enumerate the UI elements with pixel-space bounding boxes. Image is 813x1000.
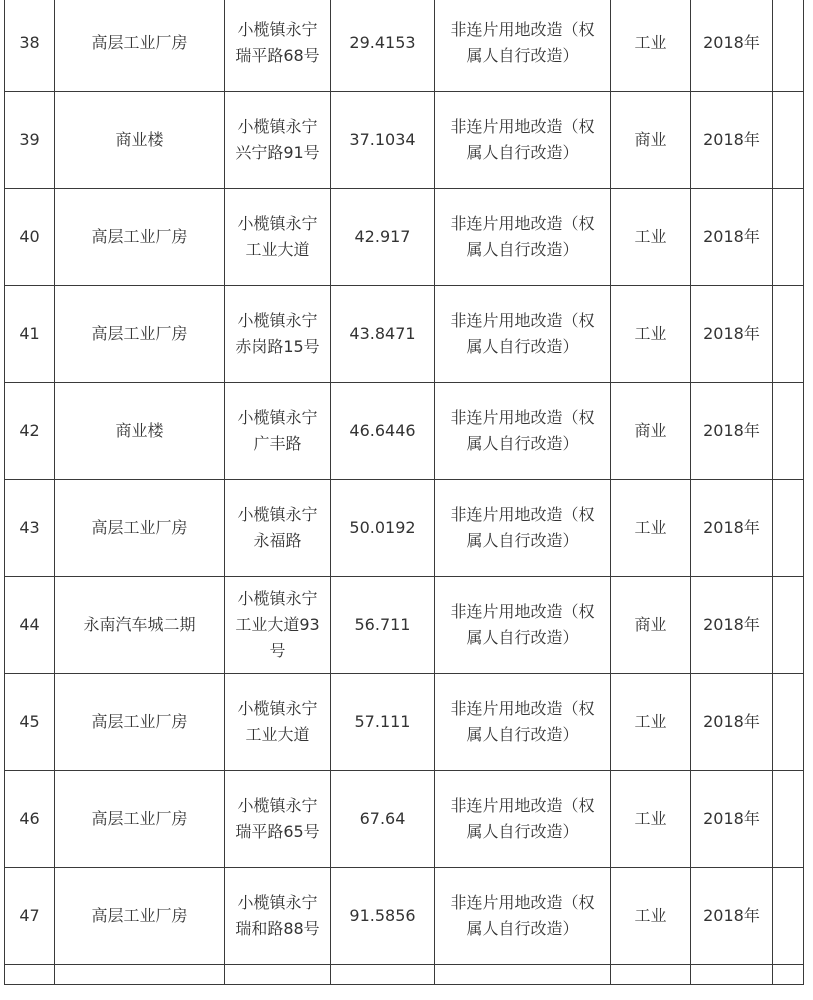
- row-number: 41: [5, 286, 55, 383]
- project-address: 小榄镇永宁赤岗路15号: [225, 286, 331, 383]
- row-number: 38: [5, 0, 55, 92]
- project-address: 小榄镇永宁工业大道: [225, 674, 331, 771]
- extra-column-cell: [773, 286, 804, 383]
- project-area: 50.0192: [331, 480, 435, 577]
- project-area: 56.711: [331, 577, 435, 674]
- land-use: 工业: [611, 480, 691, 577]
- empty-cell: [611, 965, 691, 985]
- project-name: 高层工业厂房: [55, 0, 225, 92]
- extra-column-cell: [773, 383, 804, 480]
- row-number: 43: [5, 480, 55, 577]
- project-name: 高层工业厂房: [55, 868, 225, 965]
- extra-column-cell: [773, 0, 804, 92]
- renovation-year: 2018年: [691, 92, 773, 189]
- empty-cell: [5, 965, 55, 985]
- project-address: 小榄镇永宁广丰路: [225, 383, 331, 480]
- project-name: 高层工业厂房: [55, 286, 225, 383]
- renovation-year: 2018年: [691, 383, 773, 480]
- renovation-method: 非连片用地改造（权属人自行改造）: [435, 868, 611, 965]
- row-number: 47: [5, 868, 55, 965]
- project-area: 67.64: [331, 771, 435, 868]
- project-area: 37.1034: [331, 92, 435, 189]
- extra-column-cell: [773, 189, 804, 286]
- land-use: 工业: [611, 771, 691, 868]
- project-name: 永南汽车城二期: [55, 577, 225, 674]
- row-number: 44: [5, 577, 55, 674]
- row-number: 39: [5, 92, 55, 189]
- extra-column-cell: [773, 92, 804, 189]
- project-area: 57.111: [331, 674, 435, 771]
- project-area: 46.6446: [331, 383, 435, 480]
- renovation-year: 2018年: [691, 0, 773, 92]
- land-renovation-table: [4, 0, 804, 985]
- renovation-year: 2018年: [691, 771, 773, 868]
- project-name: 高层工业厂房: [55, 771, 225, 868]
- land-use: 工业: [611, 286, 691, 383]
- extra-column-cell: [773, 577, 804, 674]
- extra-column-cell: [773, 480, 804, 577]
- project-area: 43.8471: [331, 286, 435, 383]
- table-row: [5, 674, 804, 771]
- project-name: 商业楼: [55, 92, 225, 189]
- project-name: 高层工业厂房: [55, 189, 225, 286]
- renovation-year: 2018年: [691, 286, 773, 383]
- row-number: 45: [5, 674, 55, 771]
- extra-column-cell: [773, 771, 804, 868]
- extra-column-cell: [773, 674, 804, 771]
- renovation-year: 2018年: [691, 577, 773, 674]
- project-name: 高层工业厂房: [55, 674, 225, 771]
- project-area: 29.4153: [331, 0, 435, 92]
- table-row: [5, 480, 804, 577]
- project-address: 小榄镇永宁工业大道: [225, 189, 331, 286]
- table-row: [5, 286, 804, 383]
- land-use: 工业: [611, 868, 691, 965]
- renovation-method: 非连片用地改造（权属人自行改造）: [435, 383, 611, 480]
- project-address: 小榄镇永宁瑞平路68号: [225, 0, 331, 92]
- table-row: [5, 577, 804, 674]
- renovation-method: 非连片用地改造（权属人自行改造）: [435, 189, 611, 286]
- project-address: 小榄镇永宁永福路: [225, 480, 331, 577]
- row-number: 42: [5, 383, 55, 480]
- project-name: 商业楼: [55, 383, 225, 480]
- project-address: 小榄镇永宁兴宁路91号: [225, 92, 331, 189]
- project-address: 小榄镇永宁瑞平路65号: [225, 771, 331, 868]
- land-use: 商业: [611, 577, 691, 674]
- table-row-partial: [5, 965, 804, 985]
- table-body: [5, 0, 804, 985]
- renovation-year: 2018年: [691, 189, 773, 286]
- renovation-year: 2018年: [691, 674, 773, 771]
- land-use: 工业: [611, 674, 691, 771]
- empty-cell: [435, 965, 611, 985]
- renovation-method: 非连片用地改造（权属人自行改造）: [435, 577, 611, 674]
- table-row: [5, 383, 804, 480]
- renovation-method: 非连片用地改造（权属人自行改造）: [435, 0, 611, 92]
- project-address: 小榄镇永宁瑞和路88号: [225, 868, 331, 965]
- renovation-method: 非连片用地改造（权属人自行改造）: [435, 480, 611, 577]
- project-name: 高层工业厂房: [55, 480, 225, 577]
- table-row: [5, 0, 804, 92]
- project-area: 42.917: [331, 189, 435, 286]
- empty-cell: [225, 965, 331, 985]
- land-use: 工业: [611, 189, 691, 286]
- renovation-method: 非连片用地改造（权属人自行改造）: [435, 92, 611, 189]
- land-use: 工业: [611, 0, 691, 92]
- renovation-method: 非连片用地改造（权属人自行改造）: [435, 674, 611, 771]
- row-number: 46: [5, 771, 55, 868]
- empty-cell: [773, 965, 804, 985]
- project-address: 小榄镇永宁工业大道93号: [225, 577, 331, 674]
- table-row: [5, 92, 804, 189]
- empty-cell: [691, 965, 773, 985]
- empty-cell: [55, 965, 225, 985]
- project-area: 91.5856: [331, 868, 435, 965]
- table-row: [5, 189, 804, 286]
- extra-column-cell: [773, 868, 804, 965]
- row-number: 40: [5, 189, 55, 286]
- renovation-method: 非连片用地改造（权属人自行改造）: [435, 771, 611, 868]
- renovation-method: 非连片用地改造（权属人自行改造）: [435, 286, 611, 383]
- land-use: 商业: [611, 92, 691, 189]
- table-row: [5, 868, 804, 965]
- land-use: 商业: [611, 383, 691, 480]
- renovation-year: 2018年: [691, 480, 773, 577]
- empty-cell: [331, 965, 435, 985]
- table-row: [5, 771, 804, 868]
- renovation-year: 2018年: [691, 868, 773, 965]
